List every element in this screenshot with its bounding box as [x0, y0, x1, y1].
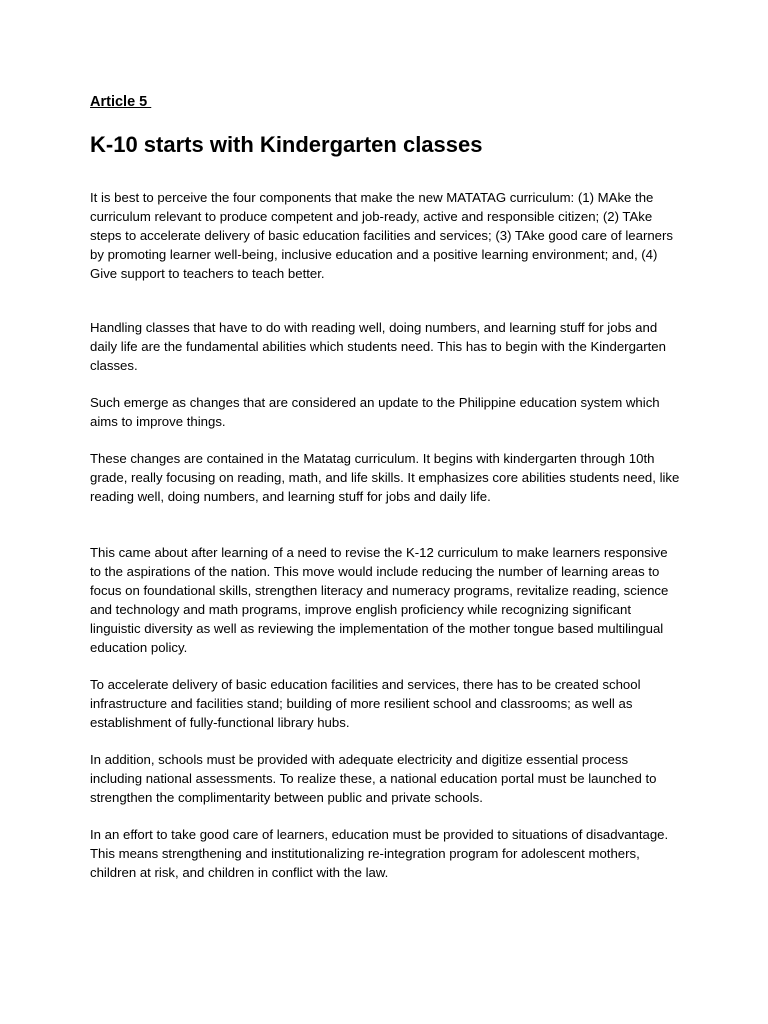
paragraph-matatag-components: It is best to perceive the four components that make the new MATATAG curriculum: (1) MAke the curriculum relevant to produce competent and job-ready, active and responsible citizen; (2) TAke steps to accelerate delivery of basic education facilities and services; (3) TAke good care of learners by promoting learner well-being, inclusive education and a positive learning environment; and, (4) Give support to teachers to teach better. — [90, 190, 673, 281]
paragraph-matatag-scope: These changes are contained in the Matatag curriculum. It begins with kindergarten through 10th grade, really focusing on reading, math, and life skills. It emphasizes core abilities students need, like reading well, doing numbers, and learning stuff for jobs and daily life. — [90, 451, 680, 504]
paragraph-education-update: Such emerge as changes that are considered an update to the Philippine education system which aims to improve things. — [90, 395, 660, 429]
paragraph-fundamental-abilities: Handling classes that have to do with reading well, doing numbers, and learning stuff for jobs and daily life are the fundamental abilities which students need. This has to begin with the Kindergarten classes. — [90, 320, 666, 373]
document-body — [90, 93, 682, 882]
paragraph-learner-care: In an effort to take good care of learners, education must be provided to situations of disadvantage. This means strengthening and institutionalizing re-integration program for adolescent mothers, children at risk, and children in conflict with the law. — [90, 827, 669, 880]
paragraph-electricity-digitization: In addition, schools must be provided with adequate electricity and digitize essential process including national assessments. To realize these, a national education portal must be launched to strengthen the complimentarity between public and private schools. — [90, 752, 657, 805]
paragraph-infrastructure: To accelerate delivery of basic education facilities and services, there has to be created school infrastructure and facilities stand; building of more resilient school and classrooms; as well as establishment of fully-functional library hubs. — [90, 677, 641, 730]
paragraph-k12-revision: This came about after learning of a need to revise the K-12 curriculum to make learners responsive to the aspirations of the nation. This move would include reducing the number of learning areas to focus on foundational skills, strengthen literacy and numeracy programs, revitalize reading, science and technology and math programs, improve english proficiency while recognizing significant linguistic diversity as well as reviewing the implementation of the mother tongue based multilingual education policy. — [90, 545, 669, 655]
article-title: K-10 starts with Kindergarten classes — [90, 132, 483, 157]
article-label: Article 5 — [90, 94, 152, 110]
